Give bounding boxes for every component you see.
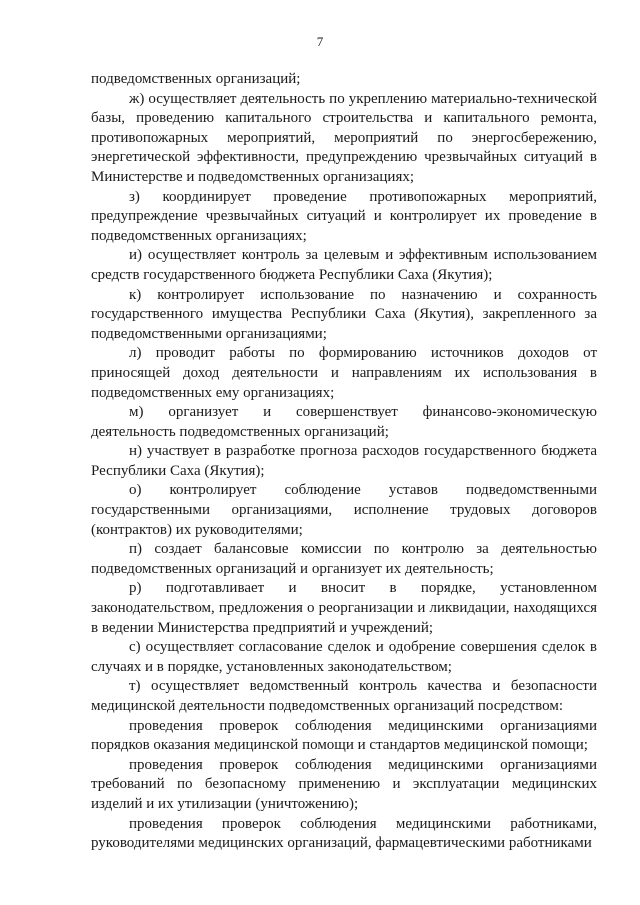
paragraph: о) контролирует соблюдение уставов подведомственными государственными организациями, исполнение трудовых договоров (контрактов) их руководителями;	[91, 482, 597, 538]
paragraph: подведомственных организаций;	[91, 71, 301, 87]
paragraph: к) контролирует использование по назначению и сохранность государственного имущества Республики Саха (Якутия), закрепленного за подведомственными организациями;	[91, 286, 597, 342]
paragraph: проведения проверок соблюдения медицинскими организациями порядков оказания медицинской помощи и стандартов медицинской помощи;	[91, 717, 597, 754]
paragraph: т) осуществляет ведомственный контроль качества и безопасности медицинской деятельности подведомственных организаций посредством:	[91, 678, 597, 714]
paragraph: л) проводит работы по формированию источников доходов от приносящей доход деятельности и направлениям их использования в подведомственных ему организациях;	[91, 345, 597, 401]
paragraph: н) участвует в разработке прогноза расходов государственного бюджета Республики Саха (Якутия);	[91, 443, 597, 479]
paragraph: проведения проверок соблюдения медицинскими организациями требований по безопасному применению и эксплуатации медицинских изделий и их утилизации (уничтожению);	[91, 756, 597, 812]
paragraph: проведения проверок соблюдения медицинскими работниками, руководителями медицинских организаций, фармацевтическими работниками	[91, 815, 597, 852]
paragraph: р) подготавливает и вносит в порядке, установленном законодательством, предложения о реорганизации и ликвидации, находящихся в ведении Министерства предприятий и учреждений;	[91, 580, 597, 636]
paragraph: з) координирует проведение противопожарных мероприятий, предупреждение чрезвычайных ситуаций и контролирует их проведение в подведомственных организациях;	[91, 188, 597, 244]
paragraph: с) осуществляет согласование сделок и одобрение совершения сделок в случаях и в порядке, установленных законодательством;	[91, 639, 597, 675]
page-number: 7	[316, 34, 324, 49]
paragraph: ж) осуществляет деятельность по укреплению материально-технической базы, проведению капитального строительства и капитального ремонта, противопожарных мероприятий, мероприятий по энергосбережению, энергетической эффективности, предупреждению чрезвычайных ситуаций в Министерстве и подведомственных организациях;	[91, 90, 597, 185]
paragraph: п) создает балансовые комиссии по контролю за деятельностью подведомственных организаций и организует их деятельность;	[91, 541, 597, 577]
paragraph: м) организует и совершенствует финансово-экономическую деятельность подведомственных организаций;	[91, 404, 597, 440]
paragraph: и) осуществляет контроль за целевым и эффективным использованием средств государственного бюджета Республики Саха (Якутия);	[91, 247, 597, 283]
document-body	[91, 70, 597, 854]
